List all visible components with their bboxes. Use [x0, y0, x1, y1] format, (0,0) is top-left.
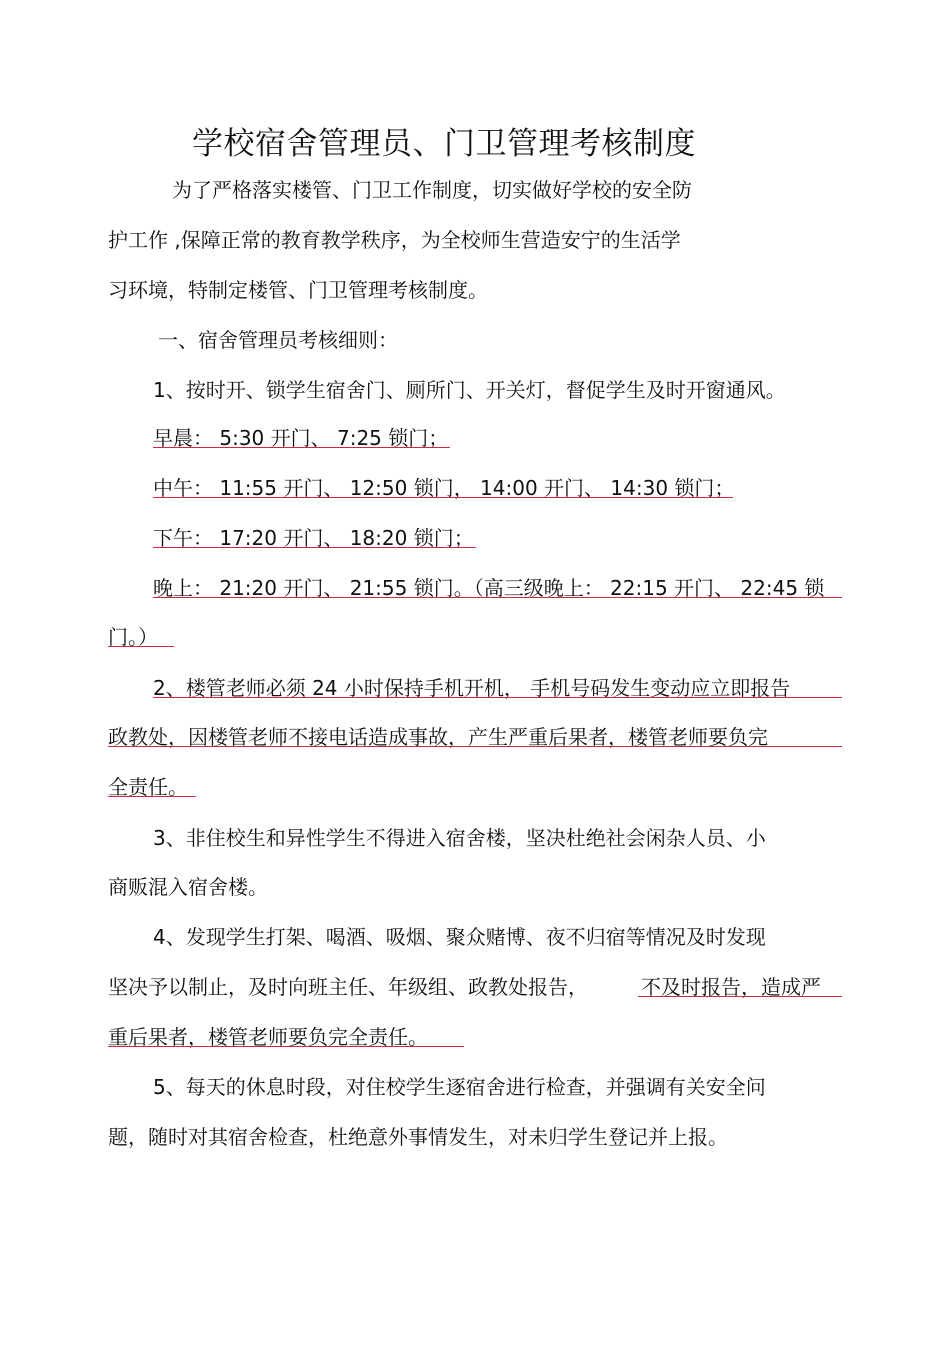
underline-noon [153, 497, 733, 498]
item-5-line-2: 题，随时对其宿舍检查，杜绝意外事情发生，对未归学生登记并上报。 [108, 1125, 728, 1149]
item-4-line-3: 重后果者，楼管老师要负完全责任。 [108, 1025, 428, 1049]
item-1-text: 1、按时开、锁学生宿舍门、厕所门、开关灯，督促学生及时开窗通风。 [153, 378, 786, 402]
item-2-line-3: 全责任。 [108, 775, 188, 799]
item-2-line-1: 2、楼管老师必须 24 小时保持手机开机， 手机号码发生变动应立即报告 [153, 676, 791, 700]
item-4-line-2a: 坚决予以制止，及时向班主任、年级组、政教处报告， [108, 975, 588, 999]
schedule-evening-cont: 门。） [108, 625, 158, 649]
schedule-evening: 晚上： 21:20 开门、 21:55 锁门。（高三级晚上： 22:15 开门、 22:45 锁 [153, 576, 825, 600]
underline-item-2-line-2 [108, 746, 842, 747]
underline-item-2-line-1 [153, 697, 842, 698]
underline-morning [153, 447, 450, 448]
underline-evening [153, 597, 842, 598]
item-4-line-1: 4、发现学生打架、喝酒、吸烟、聚众赌博、夜不归宿等情况及时发现 [153, 925, 766, 949]
section-heading: 一、宿舍管理员考核细则： [158, 328, 398, 352]
intro-line-2: 护工作 ,保障正常的教育教学秩序，为全校师生营造安宁的生活学 [108, 228, 681, 252]
schedule-afternoon: 下午： 17:20 开门、 18:20 锁门； [153, 526, 474, 550]
underline-afternoon [153, 547, 476, 548]
intro-line-1: 为了严格落实楼管、门卫工作制度，切实做好学校的安全防 [172, 178, 692, 202]
underline-evening-cont [108, 646, 174, 647]
underline-item-4-line-3 [108, 1046, 464, 1047]
schedule-morning: 早晨： 5:30 开门、 7:25 锁门； [153, 426, 449, 450]
schedule-noon: 中午： 11:55 开门、 12:50 锁门， 14:00 开门、 14:30 锁门； [153, 476, 735, 500]
item-2-line-2: 政教处，因楼管老师不接电话造成事故，产生严重后果者，楼管老师要负完 [108, 725, 768, 749]
underline-item-4-line-2 [638, 996, 842, 997]
intro-line-3: 习环境，特制定楼管、门卫管理考核制度。 [108, 278, 488, 302]
item-3-line-2: 商贩混入宿舍楼。 [108, 875, 268, 899]
document-title: 学校宿舍管理员、门卫管理考核制度 [192, 126, 696, 162]
underline-item-2-line-3 [108, 796, 196, 797]
item-5-line-1: 5、每天的休息时段，对住校学生逐宿舍进行检查，并强调有关安全问 [153, 1075, 766, 1099]
item-3-line-1: 3、非住校生和异性学生不得进入宿舍楼，坚决杜绝社会闲杂人员、小 [153, 826, 766, 850]
item-4-line-2b: 不及时报告，造成严 [641, 975, 821, 999]
